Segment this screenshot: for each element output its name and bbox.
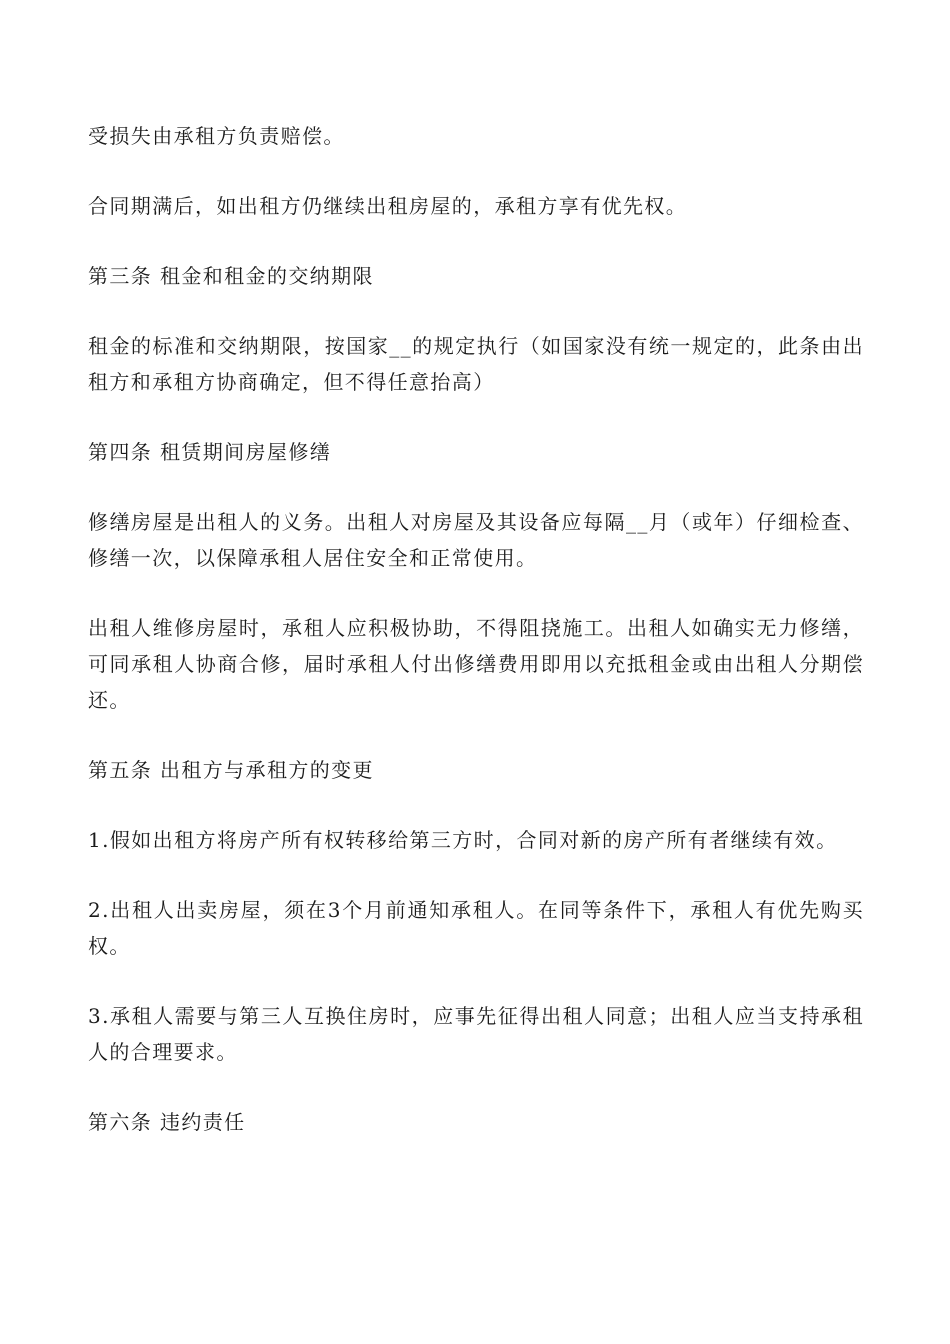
- paragraph-housing-exchange: 3.承租人需要与第三人互换住房时，应事先征得出租人同意；出租人应当支持承租人的合理要求。: [88, 1004, 864, 1064]
- article-5-heading: 第五条 出租方与承租方的变更: [88, 758, 374, 782]
- article-6-heading: 第六条 违约责任: [88, 1110, 246, 1134]
- paragraph-repair-cooperation: 出租人维修房屋时，承租人应积极协助，不得阻挠施工。出租人如确实无力修缮，可同承租人协商合修，届时承租人付出修缮费用即用以充抵租金或由出租人分期偿还。: [88, 616, 864, 712]
- paragraph-rent-standard: 租金的标准和交纳期限，按国家__的规定执行（如国家没有统一规定的，此条由出租方和承租方协商确定，但不得任意抬高）: [88, 334, 864, 394]
- paragraph-sale-notice: 2.出租人出卖房屋，须在3个月前通知承租人。在同等条件下，承租人有优先购买权。: [88, 898, 864, 958]
- document-body: [88, 118, 864, 1174]
- paragraph-repair-duty: 修缮房屋是出租人的义务。出租人对房屋及其设备应每隔__月（或年）仔细检查、修缮一次，以保障承租人居住安全和正常使用。: [88, 510, 864, 570]
- paragraph-compensation: 受损失由承租方负责赔偿。: [88, 124, 345, 148]
- paragraph-priority-right: 合同期满后，如出租方仍继续出租房屋的，承租方享有优先权。: [88, 194, 688, 218]
- article-4-heading: 第四条 租赁期间房屋修缮: [88, 440, 332, 464]
- paragraph-ownership-transfer: 1.假如出租方将房产所有权转移给第三方时，合同对新的房产所有者继续有效。: [88, 828, 838, 852]
- article-3-heading: 第三条 租金和租金的交纳期限: [88, 264, 374, 288]
